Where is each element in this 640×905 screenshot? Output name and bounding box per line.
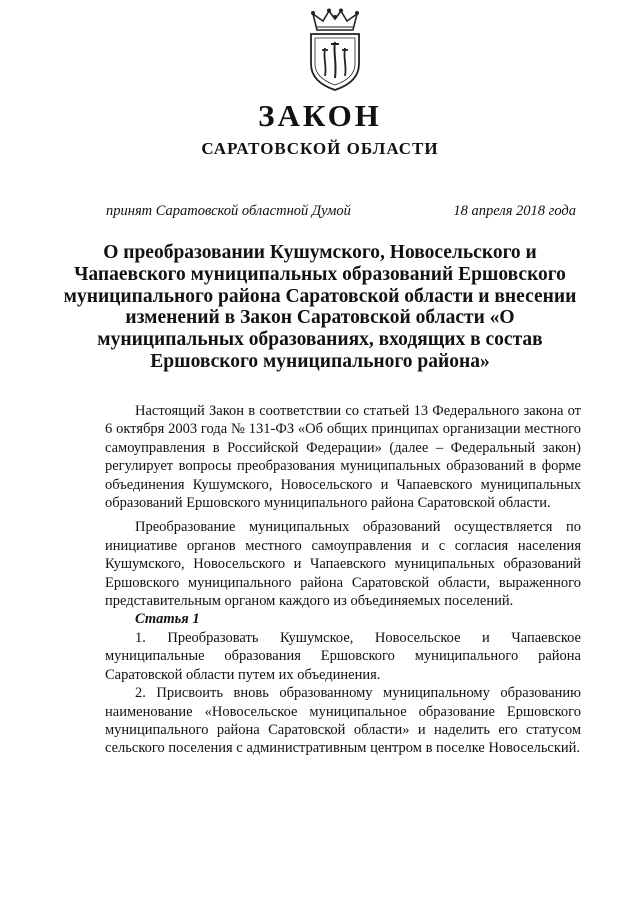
adopted-by: принят Саратовской областной Думой xyxy=(106,203,351,219)
law-heading: О преобразовании Кушумского, Новосельского и Чапаевского муниципальных образований Ершовского муниципального района Саратовской области и внесении изменений в Закон Саратовской области «О муниципальных образованиях, входящих в состав Ершовского муниципального района» xyxy=(63,242,577,372)
article-1-item-1: 1. Преобразовать Кушумское, Новосельское и Чапаевское муниципальные образования Ершовского муниципального района Саратовской области путем их объединения. xyxy=(105,629,581,683)
preamble-paragraph-2: Преобразование муниципальных образований осуществляется по инициативе органов местного самоуправления и с согласия населения Кушумского, Новосельского и Чапаевского муниципальных образований Ершовского муниципального района Саратовской области, выраженного представительным органом каждого из объединяемых поселений. xyxy=(105,519,581,610)
adoption-date: 18 апреля 2018 года xyxy=(453,203,576,219)
article-1-title: Статья 1 xyxy=(135,611,200,628)
law-body xyxy=(105,402,581,758)
law-subtitle: САРАТОВСКОЙ ОБЛАСТИ xyxy=(201,139,439,158)
article-1-item-2: 2. Присвоить вновь образованному муниципальному образованию наименование «Новосельское муниципальное образование Ершовского муниципального района Саратовской области» и наделить его статусом сельского поселения с административным центром в поселке Новосельский. xyxy=(105,685,581,757)
preamble-paragraph-1: Настоящий Закон в соответствии со статьей 13 Федерального закона от 6 октября 2003 года № 131-ФЗ «Об общих принципах организации местного самоуправления в Российской Федерации» (далее – Федеральный закон) регулирует вопросы преобразования муниципальных образований в форме объединения Кушумского, Новосельского и Чапаевского муниципальных образований Ершовского муниципального района Саратовской области. xyxy=(105,403,581,512)
adoption-line xyxy=(106,203,576,220)
law-title: ЗАКОН xyxy=(258,98,382,133)
saratov-coat-of-arms-icon xyxy=(303,8,367,92)
